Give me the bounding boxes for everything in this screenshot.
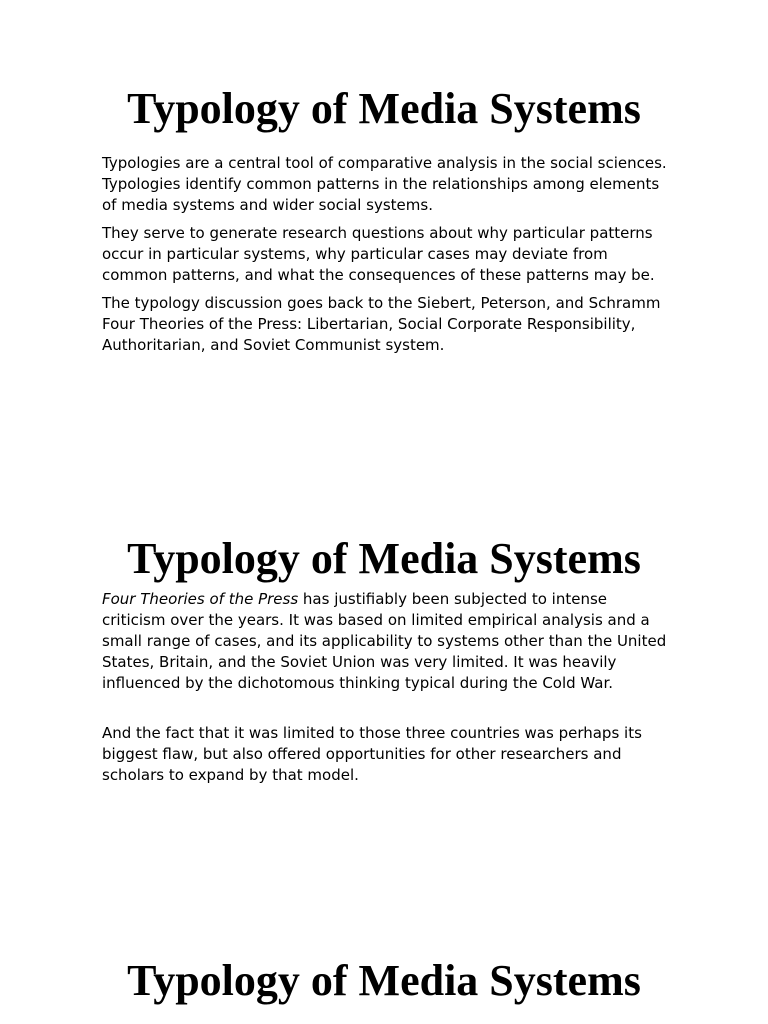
- slide-title: Typology of Media Systems: [127, 956, 641, 1005]
- paragraph: [102, 589, 668, 694]
- slide-body: [102, 589, 668, 793]
- paragraph: And the fact that it was limited to those three countries was perhaps its biggest flaw, but also offered opportunities for other researchers and scholars to expand by that model.: [102, 724, 642, 784]
- book-title: Four Theories of the Press: [102, 590, 299, 608]
- slide-body: [102, 153, 668, 363]
- slide-title: Typology of Media Systems: [127, 534, 641, 583]
- paragraph: They serve to generate research questions about why particular patterns occur in particular systems, why particular cases may deviate from common patterns, and what the consequences of these patterns may be.: [102, 224, 655, 284]
- paragraph: The typology discussion goes back to the Siebert, Peterson, and Schramm Four Theories of the Press: Libertarian, Social Corporate Responsibility, Authoritarian, and Soviet Communist system.: [102, 294, 661, 354]
- paragraph-text: has justifiably been subjected to intense criticism over the years. It was based on limited empirical analysis and a small range of cases, and its applicability to systems other than the United States, Britain, and the Soviet Union was very limited. It was heavily influenced by the dichotomous thinking typical during the Cold War.: [102, 590, 667, 692]
- paragraph: Typologies are a central tool of comparative analysis in the social sciences. Typologies identify common patterns in the relationships among elements of media systems and wider social systems.: [102, 154, 667, 214]
- slide-title: Typology of Media Systems: [127, 84, 641, 133]
